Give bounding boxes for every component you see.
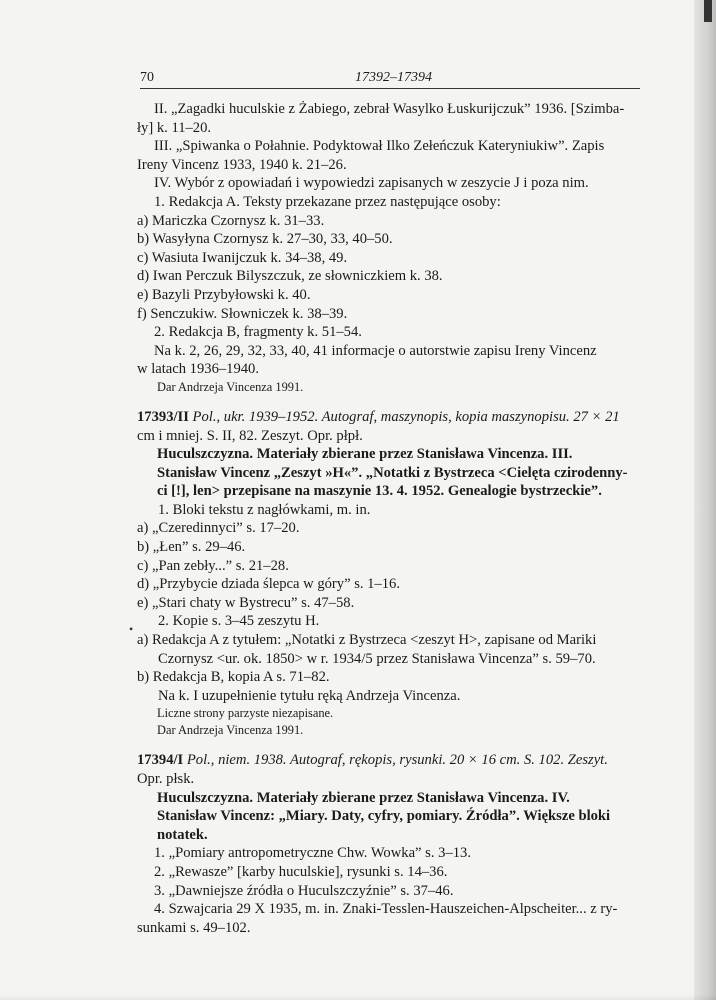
list-item: a) Mariczka Czornysz k. 31–33. (137, 212, 325, 229)
entry-description: Opr. płsk. (137, 771, 195, 787)
spacer (137, 739, 641, 751)
page-edge (694, 0, 716, 1000)
entry-title: notatek. (157, 826, 208, 843)
list-item: a) „Czeredinnyci” s. 17–20. (137, 520, 300, 537)
list-item: d) „Przybycie dziada ślepca w góry” s. 1–16. (137, 576, 401, 593)
entry-range: 17392–17394 (355, 70, 432, 85)
list-item: d) Iwan Perczuk Bilyszczuk, ze słowniczkiem k. 38. (137, 268, 443, 285)
page-content (137, 100, 641, 937)
text-line: w latach 1936–1940. (137, 361, 259, 378)
entry-title: Stanisław Vincenz: „Miary. Daty, cyfry, pomiary. Źródła”. Większe bloki (157, 808, 611, 825)
entry-heading (137, 408, 641, 427)
entry-description: Pol., niem. 1938. Autograf, rękopis, rysunki. 20 × 16 cm. S. 102. Zeszyt. (183, 752, 608, 769)
entry-description: Pol., ukr. 1939–1952. Autograf, maszynopis, kopia maszynopisu. 27 × 21 (188, 408, 620, 425)
provenance-note: Liczne strony parzyste niezapisane. (157, 706, 334, 721)
text-line: Na k. I uzupełnienie tytułu ręką Andrzeja Vincenza. (158, 687, 461, 704)
list-item: 1. „Pomiary antropometryczne Chw. Wowka” s. 3–13. (154, 845, 471, 862)
list-item: b) Redakcja B, kopia A s. 71–82. (137, 669, 330, 686)
text-line: 1. Bloki tekstu z nagłówkami, m. in. (158, 501, 371, 518)
margin-mark: • (129, 622, 134, 636)
list-item: e) Bazyli Przybyłowski k. 40. (137, 286, 311, 303)
list-item: 2. „Rewasze” [karby huculskie], rysunki s. 14–36. (154, 863, 448, 880)
text-line: Na k. 2, 26, 29, 32, 33, 40, 41 informacje o autorstwie zapisu Ireny Vincenz (154, 342, 597, 359)
entry-number: 17394/I (137, 752, 184, 769)
running-header (140, 68, 640, 89)
entry-heading (137, 751, 641, 770)
list-item: b) Wasyłyna Czornysz k. 27–30, 33, 40–50. (137, 231, 393, 248)
page-number: 70 (140, 70, 154, 85)
entry-title: Stanisław Vincenz „Zeszyt »H«”. „Notatki z Bystrzeca <Cielęta czirodenny- (157, 464, 628, 481)
provenance-note: Dar Andrzeja Vincenza 1991. (157, 379, 304, 394)
list-item: b) „Łen” s. 29–46. (137, 539, 246, 556)
list-item: 4. Szwajcaria 29 X 1935, m. in. Znaki-Tesslen-Hauszeichen-Alpscheiter... z ry- (154, 901, 618, 918)
text-line: Ireny Vincenz 1933, 1940 k. 21–26. (137, 156, 347, 173)
text-line: III. „Spiwanka o Połahnie. Podyktował Ilko Zełeńczuk Kateryniukiw”. Zapis (154, 138, 605, 155)
list-item: sunkami s. 49–102. (137, 919, 251, 936)
spacer (137, 396, 641, 408)
entry-number: 17393/II (137, 408, 189, 425)
list-item: f) Senczukiw. Słowniczek k. 38–39. (137, 305, 348, 322)
list-item: c) „Pan zebły...” s. 21–28. (137, 557, 289, 574)
text-line: 2. Redakcja B, fragmenty k. 51–54. (154, 324, 362, 341)
text-line: a) Redakcja A z tytułem: „Notatki z Bystrzeca <zeszyt H>, zapisane od Mariki (137, 632, 597, 649)
entry-title: Huculszczyzna. Materiały zbierane przez Stanisława Vincenza. III. (157, 446, 573, 463)
edge-clip (704, 0, 712, 22)
text-line: IV. Wybór z opowiadań i wypowiedzi zapisanych w zeszycie J i poza nim. (154, 175, 589, 192)
text-line: 2. Kopie s. 3–45 zeszytu H. (158, 613, 320, 630)
text-line: 1. Redakcja A. Teksty przekazane przez następujące osoby: (154, 193, 501, 210)
text-line: ły] k. 11–20. (137, 119, 212, 136)
entry-title: ci [!], len> przepisane na maszynie 13. 4. 1952. Genealogie bystrzeckie”. (157, 483, 602, 500)
text-line: II. „Zagadki huculskie z Żabiego, zebrał Wasylko Łuskurijczuk” 1936. [Szimba- (154, 101, 625, 117)
entry-title: Huculszczyzna. Materiały zbierane przez Stanisława Vincenza. IV. (157, 789, 570, 806)
page-shadow (0, 994, 716, 1000)
list-item: c) Wasiuta Iwanijczuk k. 34–38, 49. (137, 249, 348, 266)
list-item: e) „Stari chaty w Bystrecu” s. 47–58. (137, 594, 355, 611)
text-line: Czornysz <ur. ok. 1850> w r. 1934/5 przez Stanisława Vincenza” s. 59–70. (158, 650, 596, 667)
entry-description: cm i mniej. S. II, 82. Zeszyt. Opr. płpł. (137, 427, 363, 444)
list-item: 3. „Dawniejsze źródła o Huculszczyźnie” s. 37–46. (154, 882, 454, 899)
provenance-note: Dar Andrzeja Vincenza 1991. (157, 723, 304, 738)
